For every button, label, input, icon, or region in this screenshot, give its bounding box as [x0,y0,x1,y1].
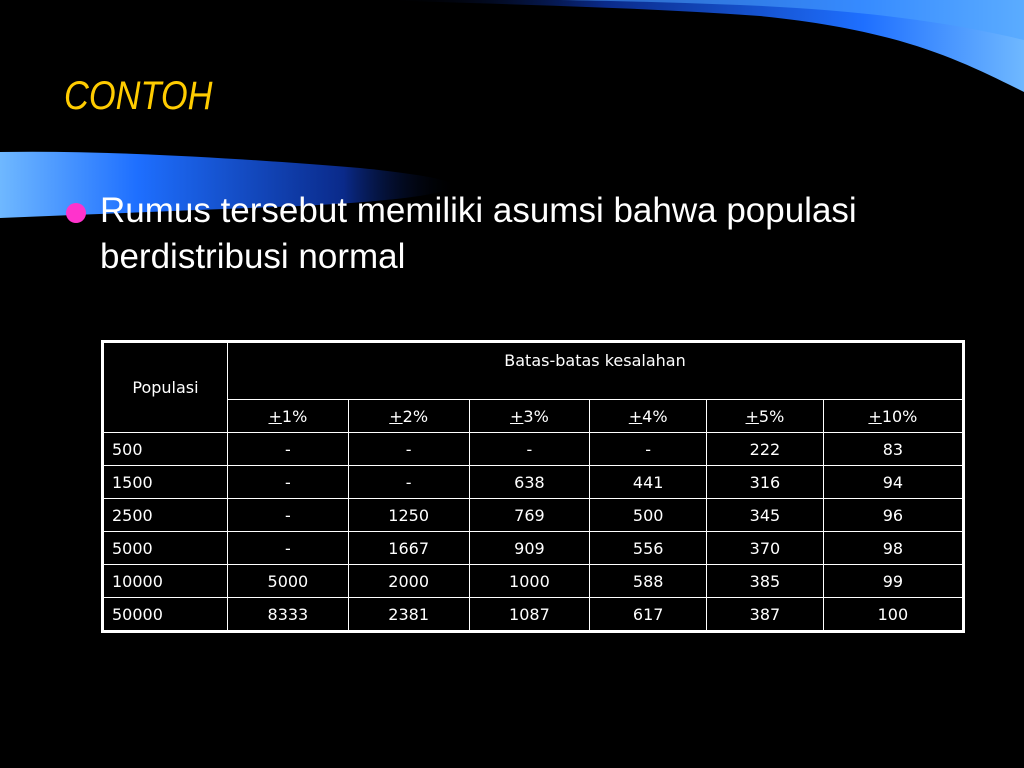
table-cell: 387 [707,598,824,632]
plus-minus-sign: + [628,406,643,426]
populasi-cell: 1500 [103,466,228,499]
plus-minus-sign: + [510,406,524,426]
column-header-value: 4% [642,406,668,426]
table-cell: 98 [823,532,963,565]
column-header [228,400,349,433]
table-cell: 1667 [348,532,469,565]
table-cell: 1087 [469,598,590,632]
table-cell: 2381 [348,598,469,632]
table-cell: 441 [590,466,707,499]
table-row [103,565,964,598]
plus-minus-sign: + [868,406,882,426]
table-cell: - [228,499,349,532]
table-row [103,598,964,632]
plus-minus-sign: + [745,406,759,426]
column-header [823,400,963,433]
table-cell: 2000 [348,565,469,598]
table-row [103,532,964,565]
bullet-dot-icon [66,203,86,223]
plus-minus-sign: + [389,406,403,426]
bullet-text: Rumus tersebut memiliki asumsi bahwa populasi berdistribusi normal [100,191,857,276]
error-limits-header: Batas-batas kesalahan [228,342,964,400]
table-cell: 222 [707,433,824,466]
populasi-cell: 50000 [103,598,228,632]
column-header-value: 1% [281,406,308,426]
slide-title: CONTOH [64,74,213,118]
table-cell: 96 [823,499,963,532]
table-cell: - [590,433,707,466]
column-header-row [103,400,964,433]
table-cell: 100 [823,598,963,632]
table-cell: 5000 [228,565,349,598]
column-header-value: 3% [523,406,549,426]
table-row [103,466,964,499]
column-header [348,400,469,433]
populasi-cell: 5000 [103,532,228,565]
table-cell: 385 [707,565,824,598]
column-header-value: 10% [881,406,918,426]
column-header [590,400,707,433]
column-header [469,400,590,433]
table-cell: - [228,532,349,565]
table-header-row [103,342,964,400]
table-cell: 909 [469,532,590,565]
populasi-header: Populasi [103,342,228,433]
table-cell: 83 [823,433,963,466]
table-cell: 1000 [469,565,590,598]
table-cell: 638 [469,466,590,499]
column-header-value: 5% [758,406,785,426]
populasi-cell: 500 [103,433,228,466]
table-cell: 316 [707,466,824,499]
table-cell: 769 [469,499,590,532]
table-cell: - [469,433,590,466]
table-cell: 99 [823,565,963,598]
table-row [103,499,964,532]
column-header [707,400,824,433]
table-cell: 370 [707,532,824,565]
table-cell: - [228,466,349,499]
sample-size-table [101,340,965,633]
table-cell: 500 [590,499,707,532]
table-cell: - [228,433,349,466]
table-cell: 617 [590,598,707,632]
table-cell: - [348,433,469,466]
table-cell: - [348,466,469,499]
populasi-cell: 2500 [103,499,228,532]
table-cell: 8333 [228,598,349,632]
table-cell: 94 [823,466,963,499]
table-cell: 1250 [348,499,469,532]
table-cell: 345 [707,499,824,532]
table-cell: 588 [590,565,707,598]
populasi-cell: 10000 [103,565,228,598]
table-cell: 556 [590,532,707,565]
table-row [103,433,964,466]
plus-minus-sign: + [268,406,282,426]
column-header-value: 2% [402,406,429,426]
